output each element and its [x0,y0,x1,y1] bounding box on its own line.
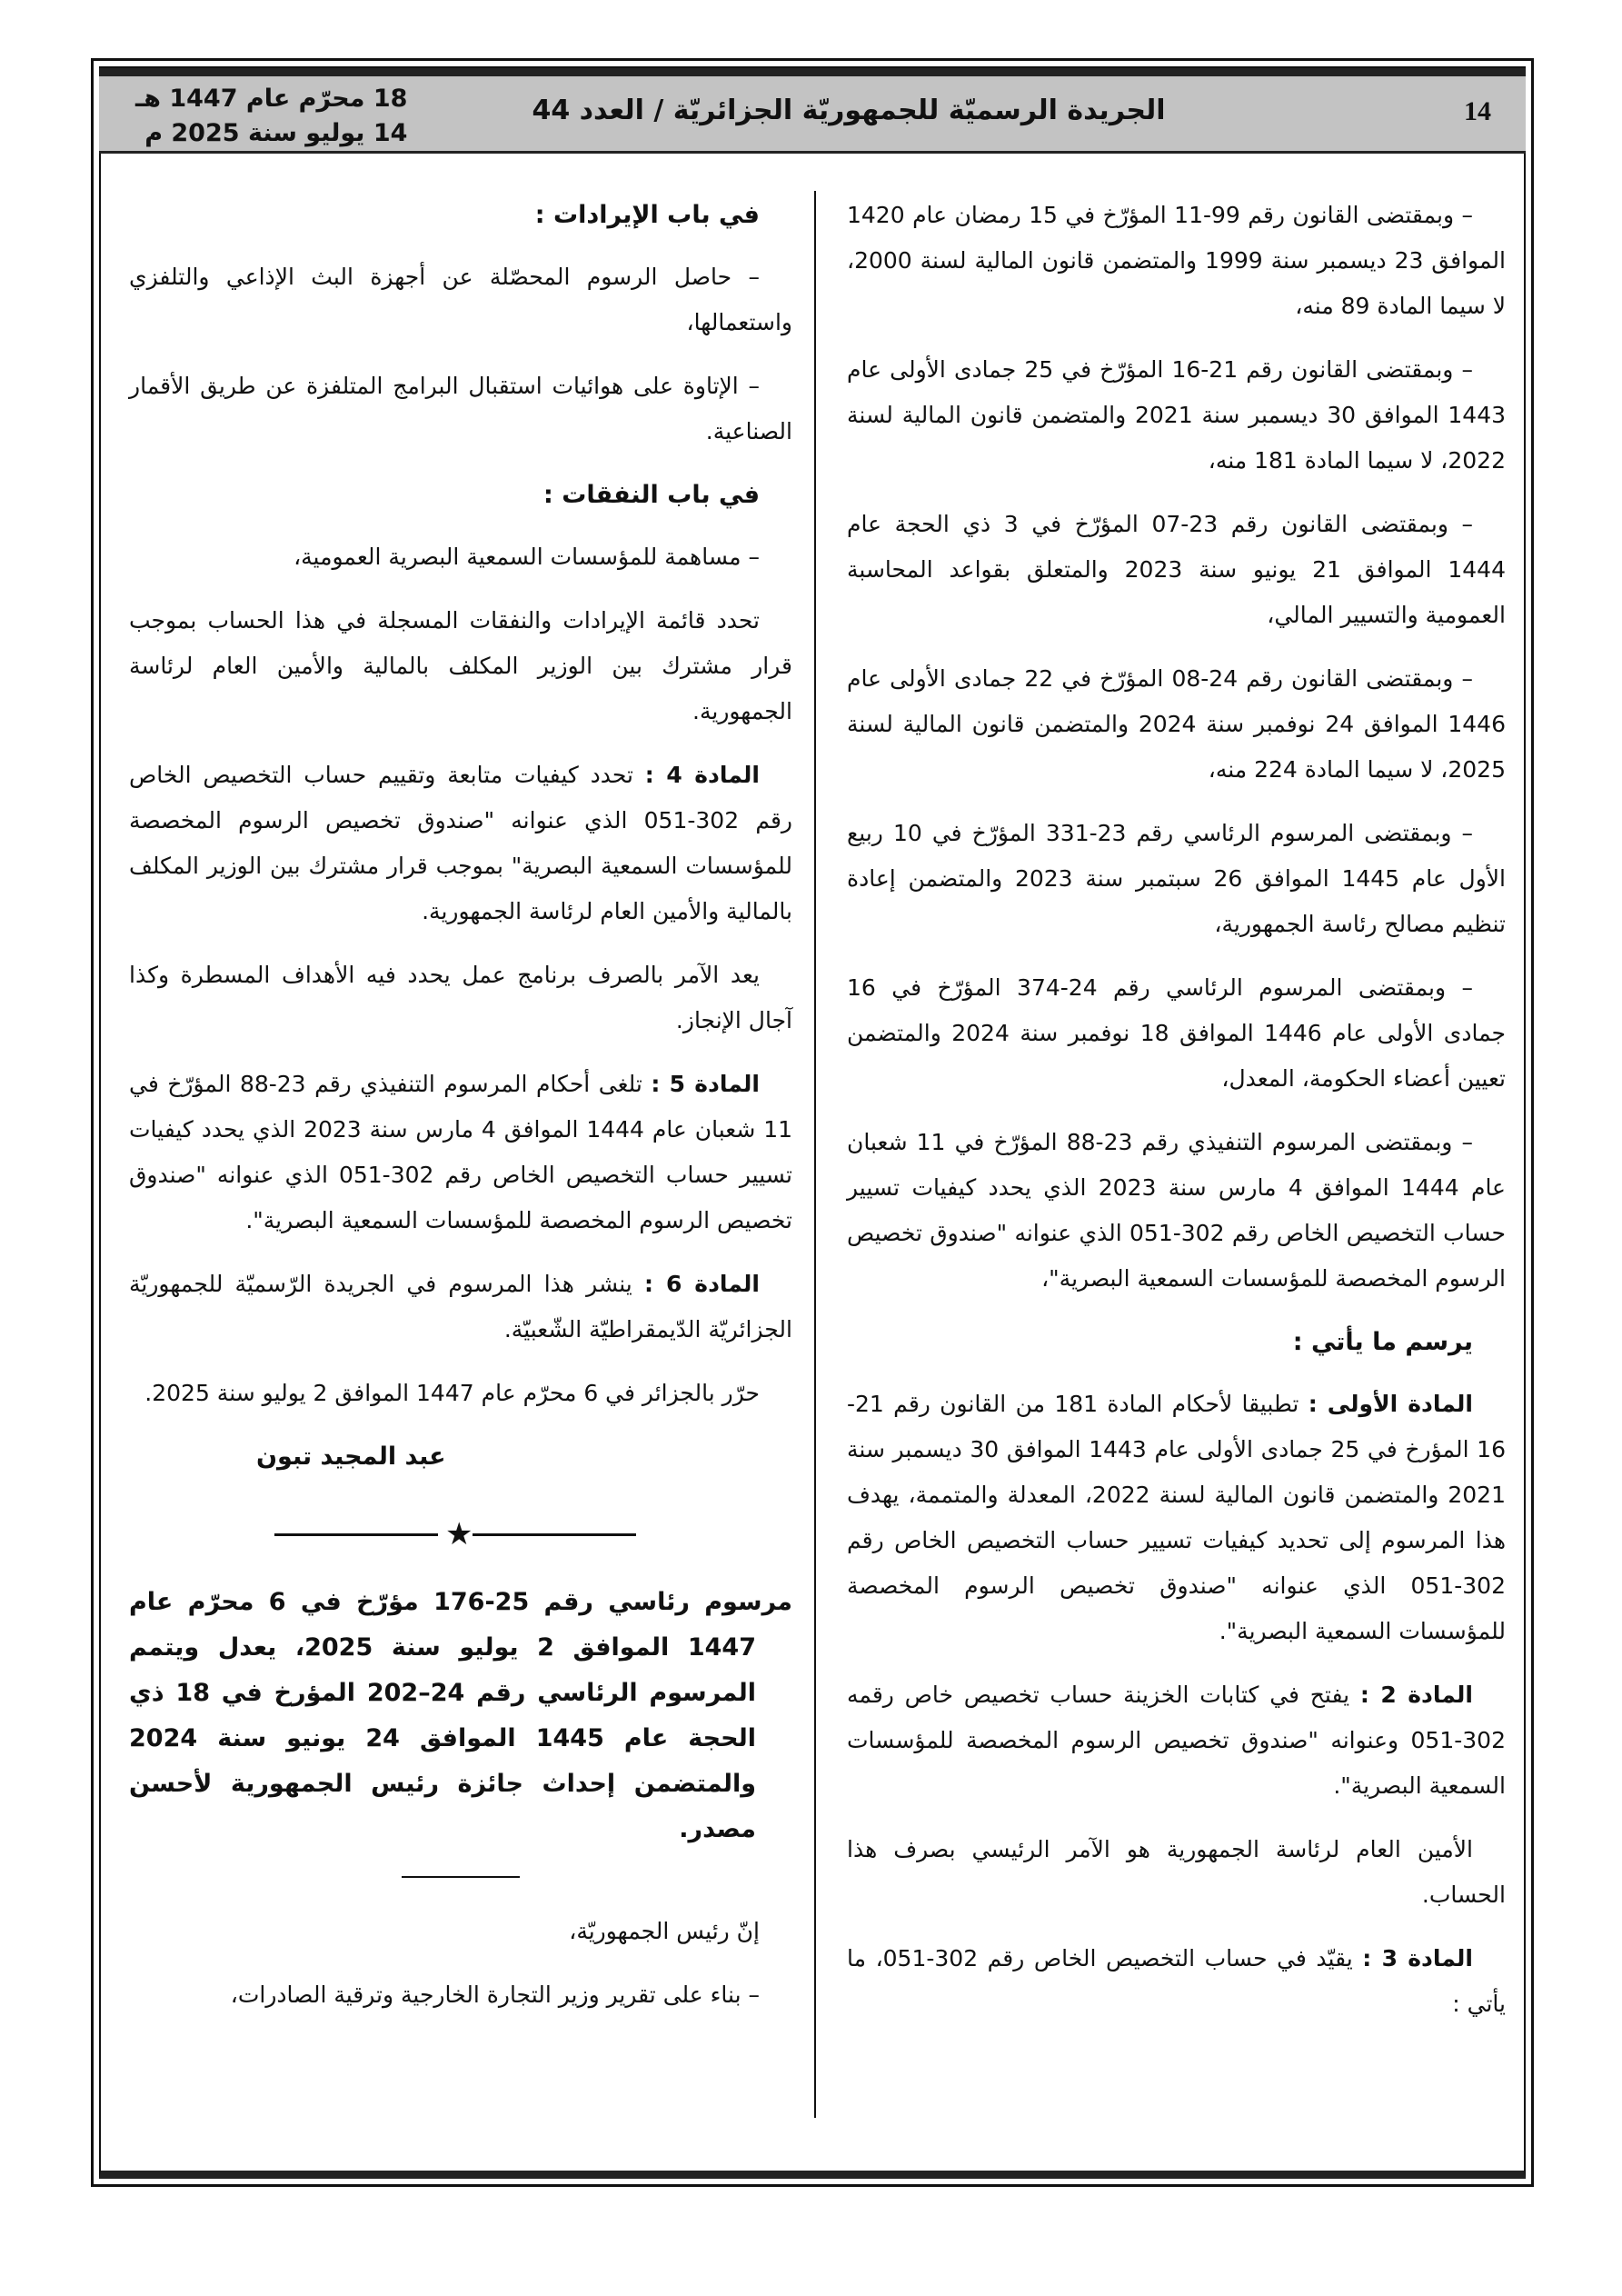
article-label: المادة 6 : [643,1271,760,1297]
done-at: حرّر بالجزائر في 6 محرّم عام 1447 الموافق 2 يوليو سنة 2025. [144,1380,760,1406]
visa-paragraph: – وبمقتضى القانون رقم 99-11 المؤرّخ في 15 رمضان عام 1420 الموافق 23 ديسمبر سنة 1999 والمتضمن قانون المالية لسنة 2000، لا سيما المادة 89 منه، [847,202,1506,319]
visa-paragraph: – بناء على تقرير وزير التجارة الخارجية وترقية الصادرات، [230,1982,760,2008]
program-paragraph: يعد الآمر بالصرف برنامج عمل يحدد فيه الأهداف المسطرة وكذا آجال الإنجاز. [129,962,792,1033]
article-text: تطبيقا لأحكام المادة 181 من القانون رقم 21-16 المؤرخ في 25 جمادى الأولى عام 1443 الموافق 30 ديسمبر سنة 2021 والمتضمن قانون المالية لسنة 2022، المعدلة والمتممة، يهدف هذا المرسوم إلى تحديد كيفيات تسيير حساب التخصيص الخاص رقم 302-051 الذي عنوانه "صندوق تخصيص الرسوم المخصصة للمؤسسات السمعية البصرية". [847,1391,1506,1644]
article-text: تحدد كيفيات متابعة وتقييم حساب التخصيص الخاص رقم 302-051 الذي عنوانه "صندوق تخصيص الرسوم المخصصة للمؤسسات السمعية البصرية" بموجب قرار مشترك بين الوزير المكلف بالمالية والأمين العام لرئاسة الجمهورية. [129,762,793,924]
page-number: 14 [1464,96,1491,126]
left-column [129,193,792,2036]
article-label: المادة 4 : [644,762,760,788]
decree-heading: يرسم ما يأتي : [1292,1328,1473,1356]
divider-line [274,1533,438,1536]
expense-heading: في باب النفقات : [543,481,760,509]
visa-paragraph: – وبمقتضى القانون رقم 24-08 المؤرّخ في 22 جمادى الأولى عام 1446 الموافق 24 نوفمبر سنة 2024 والمتضمن قانون المالية لسنة 2025، لا سيما المادة 224 منه، [847,665,1506,783]
right-column [847,193,1506,2045]
article-text: يقيّد في حساب التخصيص الخاص رقم 302-051، ما يأتي : [847,1945,1506,2017]
column-divider [814,191,816,2118]
article-text: يفتح في كتابات الخزينة حساب تخصيص خاص رقمه 302-051 وعنوانه "صندوق تخصيص الرسوم المخصصة للمؤسسات السمعية البصرية". [847,1682,1506,1799]
article-label: المادة 5 : [651,1071,760,1097]
divider-line [473,1533,636,1536]
article-4 [129,753,792,934]
list-paragraph: تحدد قائمة الإيرادات والنفقات المسجلة في هذا الحساب بموجب قرار مشترك بين الوزير المكلف بالمالية والأمين العام لرئاسة الجمهورية. [129,607,792,724]
visa-paragraph: – وبمقتضى المرسوم الرئاسي رقم 23-331 المؤرّخ في 10 ربيع الأول عام 1445 الموافق 26 سبتمبر سنة 2023 والمتضمن إعادة تنظيم مصالح رئاسة الجمهورية، [847,820,1506,937]
short-divider [402,1876,520,1878]
article-3 [847,1936,1506,2027]
signature: عبد المجيد تبون [256,1442,446,1471]
visa-paragraph: – وبمقتضى المرسوم الرئاسي رقم 24-374 المؤرّخ في 16 جمادى الأولى عام 1446 الموافق 18 نوفمبر سنة 2024 والمتضمن تعيين أعضاء الحكومة، المعدل، [847,974,1507,1092]
revenue-item: – حاصل الرسوم المحصّلة عن أجهزة البث الإذاعي والتلفزي واستعمالها، [129,264,792,335]
revenue-item: – الإتاوة على هوائيات استقبال البرامج المتلفزة عن طريق الأقمار الصناعية. [129,373,792,444]
next-decree-title: مرسوم رئاسي رقم 25-176 مؤرّخ في 6 محرّم عام 1447 الموافق 2 يوليو سنة 2025، يعدل ويتمم المرسوم الرئاسي رقم 24–202 المؤرخ في 18 ذي الحجة عام 1445 الموافق 24 يونيو سنة 2024 والمتضمن إحداث جائزة رئيس الجمهورية لأحسن مصدر. [129,1588,793,1843]
visa-paragraph: – وبمقتضى القانون رقم 23-07 المؤرّخ في 3 ذي الحجة عام 1444 الموافق 21 يونيو سنة 2023 والمتعلق بقواعد المحاسبة العمومية والتسيير المالي، [847,511,1506,628]
star-icon: ★ [445,1516,473,1552]
president-intro: إنّ رئيس الجمهوريّة، [569,1918,760,1944]
article-label: المادة الأولى : [1308,1391,1473,1417]
revenue-heading: في باب الإيرادات : [534,201,760,229]
date-hijri: 18 محرّم عام 1447 هـ [135,85,408,113]
date-gregorian: 14 يوليو سنة 2025 م [144,119,408,147]
article-text: ينشر هذا المرسوم في الجريدة الرّسميّة للجمهوريّة الجزائريّة الدّيمقراطيّة الشّعبيّة. [129,1271,792,1343]
issue-date [135,82,407,151]
orderer-paragraph: الأمين العام لرئاسة الجمهورية هو الآمر الرئيسي بصرف هذا الحساب. [847,1836,1506,1908]
page-header [99,68,1526,154]
article-text: تلغى أحكام المرسوم التنفيذي رقم 23-88 المؤرّخ في 11 شعبان عام 1444 الموافق 4 مارس سنة 2023 الذي يحدد كيفيات تسيير حساب التخصيص الخاص رقم 302-051 الذي عنوانه "صندوق تخصيص الرسوم المخصصة للمؤسسات السمعية البصرية". [129,1071,793,1233]
article-label: المادة 2 : [1359,1682,1473,1708]
article-5 [129,1062,792,1243]
visa-paragraph: – وبمقتضى القانون رقم 21-16 المؤرّخ في 25 جمادى الأولى عام 1443 الموافق 30 ديسمبر سنة 2021 والمتضمن قانون المالية لسنة 2022، لا سيما المادة 181 منه، [847,356,1507,474]
visa-paragraph: – وبمقتضى المرسوم التنفيذي رقم 23-88 المؤرّخ في 11 شعبان عام 1444 الموافق 4 مارس سنة 2023 الذي يحدد كيفيات تسيير حساب التخصيص الخاص رقم 302-051 الذي عنوانه "صندوق تخصيص الرسوم المخصصة للمؤسسات السمعية البصرية"، [847,1129,1506,1292]
article-6 [129,1262,792,1353]
star-divider [129,1516,792,1552]
article-2 [847,1672,1506,1809]
expense-item: – مساهمة للمؤسسات السمعية البصرية العمومية، [294,544,760,570]
article-1 [847,1382,1506,1654]
article-label: المادة 3 : [1362,1945,1473,1972]
gazette-title: الجريدة الرسميّة للجمهوريّة الجزائريّة / العدد 44 [532,95,1166,126]
